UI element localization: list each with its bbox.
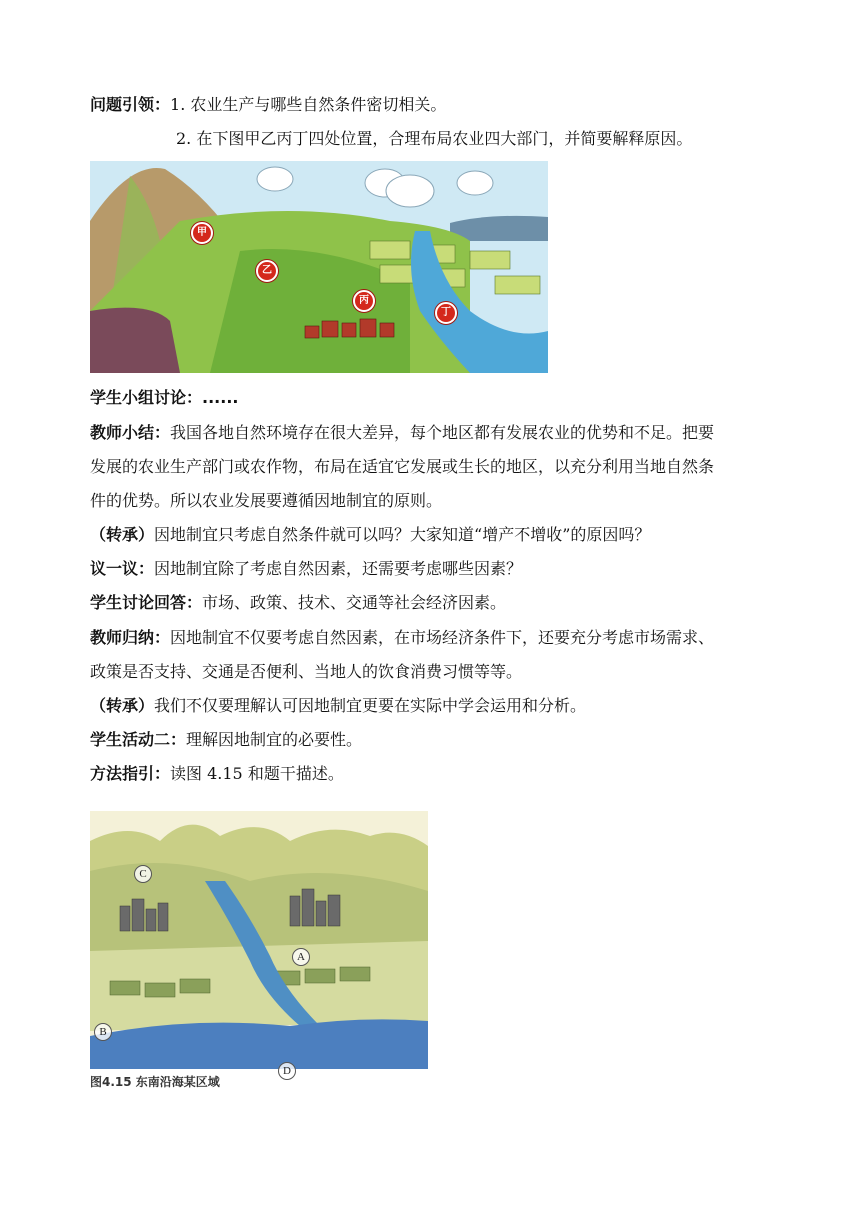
transition-1 [90, 525, 650, 545]
discuss-2-label: 议一议： [90, 559, 155, 578]
summary-line-1 [90, 423, 714, 443]
landscape-drawing [90, 161, 548, 373]
summary-label: 教师小结： [90, 423, 171, 442]
discuss-2-line [90, 559, 522, 579]
transition-1-text: 因地制宜只考虑自然条件就可以吗？大家知道“增产不增收”的原因吗？ [154, 525, 651, 544]
intro-label: 问题引领： [90, 95, 171, 114]
summary-line-2: 发展的农业生产部门或农作物，布局在适宜它发展或生长的地区，以充分利用当地自然条 [90, 457, 715, 476]
marker-bing: 丙 [353, 290, 375, 312]
discuss-2-text: 因地制宜除了考虑自然因素，还需要考虑哪些因素？ [154, 559, 523, 578]
transition-1-label: （转承） [90, 525, 155, 544]
method-label: 方法指引： [90, 764, 171, 783]
transition-2-label: （转承） [90, 696, 155, 715]
answer-text: 市场、政策、技术、交通等社会经济因素。 [202, 593, 507, 612]
label-d: D [278, 1062, 296, 1080]
marker-ding: 丁 [435, 302, 457, 324]
marker-yi: 乙 [256, 260, 278, 282]
answer-line [90, 593, 506, 613]
marker-jia: 甲 [191, 222, 213, 244]
summary-text-1: 我国各地自然环境存在很大差异，每个地区都有发展农业的优势和不足。把要 [170, 423, 715, 442]
question-2: 2. 在下图甲乙丙丁四处位置，合理布局农业四大部门，并简要解释原因。 [176, 129, 693, 148]
conclusion-line-1 [90, 628, 714, 648]
transition-2-text: 我们不仅要理解认可因地制宜更要在实际中学会运用和分析。 [154, 696, 587, 715]
discussion-label: 学生小组讨论： [90, 388, 203, 407]
activity-text: 理解因地制宜的必要性。 [186, 730, 363, 749]
method-text: 读图 4.15 和题干描述。 [170, 764, 344, 783]
farm-landscape-illustration [90, 161, 548, 373]
question-1: 1. 农业生产与哪些自然条件密切相关。 [170, 95, 447, 114]
transition-2 [90, 696, 586, 716]
label-b: B [94, 1023, 112, 1041]
summary-line-3: 件的优势。所以农业发展要遵循因地制宜的原则。 [90, 491, 443, 510]
answer-label: 学生讨论回答： [90, 593, 203, 612]
conclusion-label: 教师归纳： [90, 628, 171, 647]
coastal-region-illustration [90, 811, 428, 1089]
coastal-drawing [90, 811, 428, 1069]
conclusion-line-2: 政策是否支持、交通是否便利、当地人的饮食消费习惯等等。 [90, 662, 523, 681]
label-c: C [134, 865, 152, 883]
figure-caption: 图4.15 东南沿海某区域 [90, 1075, 220, 1089]
activity-line [90, 730, 362, 750]
intro-line-1 [90, 95, 446, 115]
discussion-line [90, 388, 238, 408]
discussion-text: ...... [202, 388, 239, 407]
method-line [90, 764, 344, 784]
conclusion-text-1: 因地制宜不仅要考虑自然因素，在市场经济条件下，还要充分考虑市场需求、 [170, 628, 715, 647]
activity-label: 学生活动二： [90, 730, 187, 749]
label-a: A [292, 948, 310, 966]
